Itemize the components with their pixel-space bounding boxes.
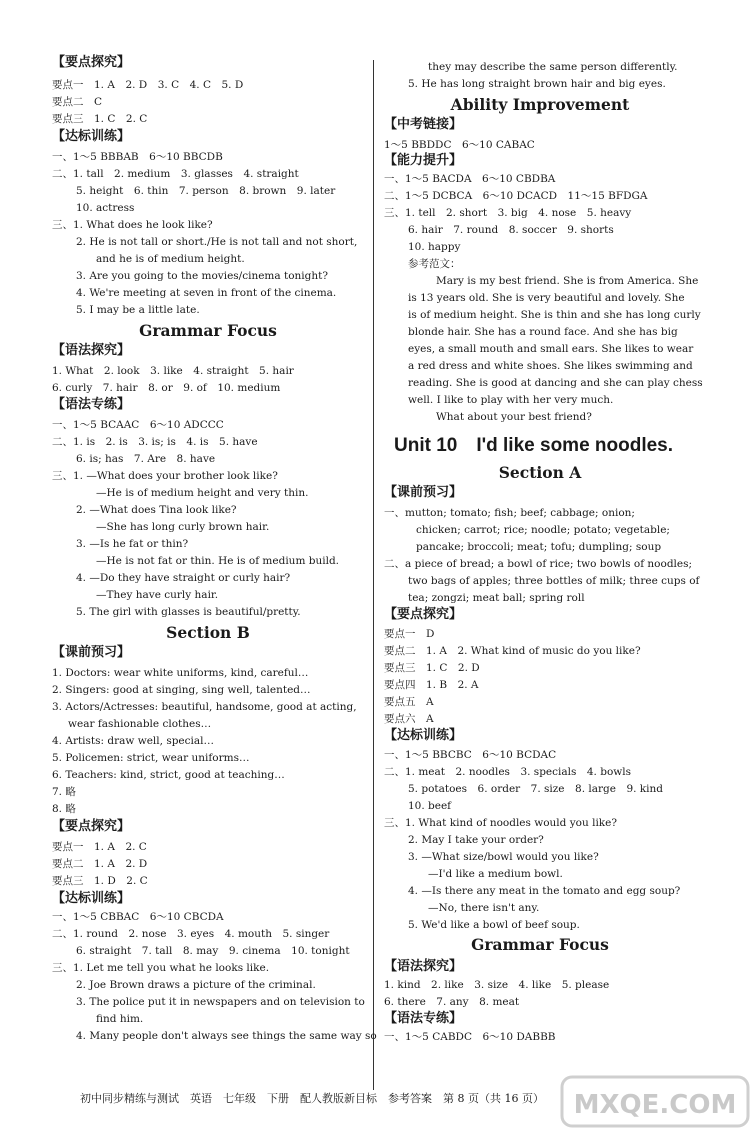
answer-line: 6. curly 7. hair 8. or 9. of 10. medium <box>52 382 281 394</box>
answer-line: 三、1. What kind of noodles would you like? <box>384 817 618 829</box>
answer-line: 10. actress <box>76 202 135 214</box>
answer-line: 6. Teachers: kind, strict, good at teaching… <box>52 769 285 781</box>
answer-line: 要点二 1. A 2. What kind of music do you like? <box>384 645 641 657</box>
section-heading: 【语法探究】 <box>52 343 131 358</box>
answer-line: 2. Singers: good at singing, sing well, talented… <box>52 684 311 696</box>
answer-line: 二、1～5 DCBCA 6～10 DCACD 11～15 BFDGA <box>384 190 648 202</box>
answer-line: 5. potatoes 6. order 7. size 8. large 9. kind <box>408 783 664 795</box>
section-title: Section B <box>166 623 250 642</box>
watermark-icon <box>560 1075 750 1128</box>
answer-line: 三、1. What does he look like? <box>52 219 213 231</box>
answer-line: 一、1～5 BCAAC 6～10 ADCCC <box>52 419 224 431</box>
section-title: Grammar Focus <box>139 321 277 340</box>
answer-line: 一、1～5 CBBAC 6～10 CBCDA <box>52 911 224 923</box>
answer-line: 二、a piece of bread; a bowl of rice; two bowls of noodles; <box>384 558 693 570</box>
section-heading: 【语法探究】 <box>384 959 463 974</box>
answer-line: —He is of medium height and very thin. <box>96 487 309 499</box>
answer-line: 3. Are you going to the movies/cinema tonight? <box>76 270 328 282</box>
answer-line: a red dress and white shoes. She likes swimming and <box>408 360 693 372</box>
answer-line: 3. —Is he fat or thin? <box>76 538 189 550</box>
section-heading: 【要点探究】 <box>52 55 131 70</box>
answer-line: blonde hair. She has a round face. And she has big <box>408 326 678 338</box>
section-title: Grammar Focus <box>471 935 609 954</box>
section-heading: 【达标训练】 <box>52 129 131 144</box>
answer-line: is 13 years old. She is very beautiful and lovely. She <box>408 292 685 304</box>
answer-line: 1. Doctors: wear white uniforms, kind, careful… <box>52 667 309 679</box>
answer-line: 要点三 1. D 2. C <box>52 875 148 887</box>
column-divider <box>373 60 374 1090</box>
answer-line: 1. What 2. look 3. like 4. straight 5. hair <box>52 365 294 377</box>
answer-line: 要点一 D <box>384 628 435 640</box>
answer-line: 一、1～5 CABDC 6～10 DABBB <box>384 1031 556 1043</box>
answer-line: 1. kind 2. like 3. size 4. like 5. please <box>384 979 610 991</box>
answer-line: 要点四 1. B 2. A <box>384 679 479 691</box>
answer-line: 10. happy <box>408 241 461 253</box>
answer-line: 4. —Is there any meat in the tomato and egg soup? <box>408 885 681 897</box>
answer-line: What about your best friend? <box>436 411 592 423</box>
watermark-text: MXQE.COM <box>573 1090 737 1120</box>
answer-line: 4. We're meeting at seven in front of the cinema. <box>76 287 337 299</box>
answer-line: 6. is; has 7. Are 8. have <box>76 453 216 465</box>
section-title: Section A <box>498 463 582 482</box>
answer-line: 要点六 A <box>384 713 434 725</box>
answer-line: 要点一 1. A 2. D 3. C 4. C 5. D <box>52 79 244 91</box>
answer-line: 3. —What size/bowl would you like? <box>408 851 599 863</box>
page-footer: 初中同步精练与测试 英语 七年级 下册 配人教版新目标 参考答案 第 8 页（共 16 页） <box>80 1092 544 1105</box>
answer-line: 要点五 A <box>384 696 434 708</box>
answer-line: 5. We'd like a bowl of beef soup. <box>408 919 580 931</box>
answer-line: —She has long curly brown hair. <box>96 521 270 533</box>
answer-line: 3. The police put it in newspapers and on television to <box>76 996 365 1008</box>
answer-line: 二、1. tall 2. medium 3. glasses 4. straight <box>52 168 299 180</box>
answer-line: find him. <box>96 1013 144 1025</box>
answer-line: —I'd like a medium bowl. <box>428 868 563 880</box>
section-heading: 【课前预习】 <box>52 645 131 660</box>
answer-line: 要点一 1. A 2. C <box>52 841 147 853</box>
answer-line: 5. Policemen: strict, wear uniforms… <box>52 752 250 764</box>
answer-line: 6. hair 7. round 8. soccer 9. shorts <box>408 224 614 236</box>
section-heading: 【达标训练】 <box>52 891 131 906</box>
answer-line: 5. The girl with glasses is beautiful/pretty. <box>76 606 301 618</box>
answer-line: 7. 略 <box>52 786 76 798</box>
answer-line: 8. 略 <box>52 803 76 815</box>
answer-line: Mary is my best friend. She is from America. She <box>436 275 699 287</box>
answer-line: is of medium height. She is thin and she has long curly <box>408 309 701 321</box>
section-heading: 【语法专练】 <box>52 397 131 412</box>
answer-line: two bags of apples; three bottles of milk; three cups of <box>408 575 700 587</box>
answer-line: 二、1. is 2. is 3. is; is 4. is 5. have <box>52 436 258 448</box>
answer-line: 一、mutton; tomato; fish; beef; cabbage; onion; <box>384 507 635 519</box>
watermark-logo <box>560 1075 750 1128</box>
answer-line: 三、1. Let me tell you what he looks like. <box>52 962 270 974</box>
answer-line: —He is not fat or thin. He is of medium build. <box>96 555 339 567</box>
answer-line: 5. height 6. thin 7. person 8. brown 9. later <box>76 185 336 197</box>
section-title: Ability Improvement <box>450 95 630 114</box>
answer-line: 三、1. —What does your brother look like? <box>52 470 278 482</box>
answer-line: 1～5 BBDDC 6～10 CABAC <box>384 139 535 151</box>
answer-line: 4. —Do they have straight or curly hair? <box>76 572 291 584</box>
answer-line: —They have curly hair. <box>96 589 219 601</box>
answer-line: 一、1～5 BBBAB 6～10 BBCDB <box>52 151 223 163</box>
section-heading: 【要点探究】 <box>52 819 131 834</box>
answer-line: 6. there 7. any 8. meat <box>384 996 520 1008</box>
section-heading: 【能力提升】 <box>384 153 463 168</box>
answer-line: tea; zongzi; meat ball; spring roll <box>408 592 585 604</box>
answer-line: 5. He has long straight brown hair and big eyes. <box>408 78 666 90</box>
answer-line: 要点二 1. A 2. D <box>52 858 148 870</box>
section-heading: 【课前预习】 <box>384 485 463 500</box>
answer-line: 二、1. round 2. nose 3. eyes 4. mouth 5. singer <box>52 928 330 940</box>
answer-line: 2. May I take your order? <box>408 834 544 846</box>
section-heading: 【中考链接】 <box>384 117 463 132</box>
answer-line: —No, there isn't any. <box>428 902 540 914</box>
answer-line: eyes, a small mouth and small ears. She likes to wear <box>408 343 694 355</box>
section-heading: 【达标训练】 <box>384 728 463 743</box>
answer-line: 2. Joe Brown draws a picture of the criminal. <box>76 979 316 991</box>
answer-line: 参考范文： <box>408 258 461 270</box>
answer-line: 2. He is not tall or short./He is not tall and not short, <box>76 236 358 248</box>
answer-line: and he is of medium height. <box>96 253 245 265</box>
answer-line: they may describe the same person differently. <box>428 61 678 73</box>
answer-line: wear fashionable clothes… <box>68 718 212 730</box>
answer-line: 2. —What does Tina look like? <box>76 504 237 516</box>
answer-line: 10. beef <box>408 800 452 812</box>
answer-line: 5. I may be a little late. <box>76 304 200 316</box>
answer-line: chicken; carrot; rice; noodle; potato; vegetable; <box>416 524 670 536</box>
answer-line: 4. Artists: draw well, special… <box>52 735 215 747</box>
answer-line: 3. Actors/Actresses: beautiful, handsome, good at acting, <box>52 701 357 713</box>
answer-line: 要点三 1. C 2. C <box>52 113 148 125</box>
answer-line: 要点二 C <box>52 96 103 108</box>
answer-line: pancake; broccoli; meat; tofu; dumpling; soup <box>416 541 662 553</box>
answer-line: 二、1. meat 2. noodles 3. specials 4. bowls <box>384 766 632 778</box>
section-heading: 【要点探究】 <box>384 607 463 622</box>
answer-line: 6. straight 7. tall 8. may 9. cinema 10. tonight <box>76 945 350 957</box>
answer-line: 一、1～5 BACDA 6～10 CBDBA <box>384 173 556 185</box>
answer-line: 三、1. tell 2. short 3. big 4. nose 5. heavy <box>384 207 632 219</box>
answer-line: reading. She is good at dancing and she can play chess <box>408 377 703 389</box>
answer-line: 4. Many people don't always see things the same way so <box>76 1030 377 1042</box>
section-heading: 【语法专练】 <box>384 1011 463 1026</box>
answer-line: 一、1～5 BBCBC 6～10 BCDAC <box>384 749 557 761</box>
unit-title: Unit 10 I'd like some noodles. <box>394 435 674 456</box>
answer-line: 要点三 1. C 2. D <box>384 662 480 674</box>
answer-line: well. I like to play with her very much. <box>408 394 614 406</box>
